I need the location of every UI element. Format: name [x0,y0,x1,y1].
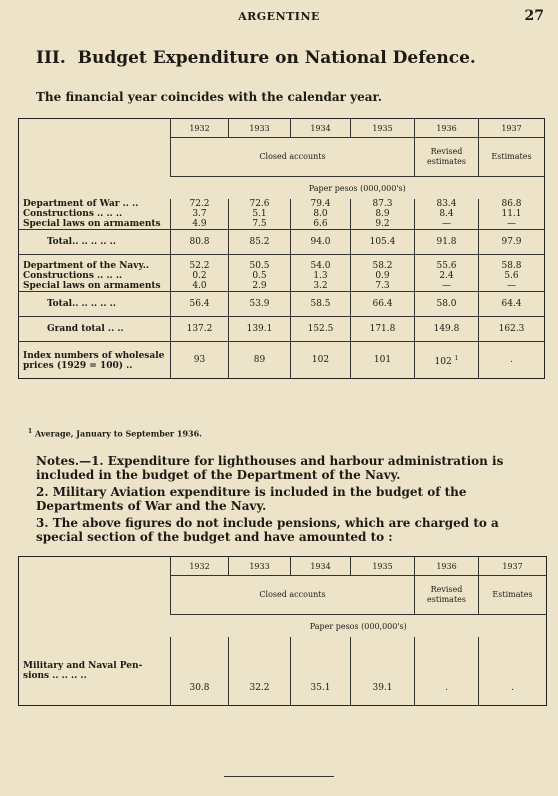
navy-values-1932: 52.2 0.2 4.0 [171,255,229,292]
navy-values-1936: 55.6 2.4 — [415,255,479,292]
war-values-1936: 83.4 8.4 — [415,199,479,230]
pensions-revised-estimates-header: Revised estimates [415,576,479,615]
year-1936: 1936 [415,119,479,138]
year-1933: 1933 [229,119,291,138]
index-numbers-label: Index numbers of wholesale prices (1929 = 100) .. [19,342,171,379]
footnote-ref: 1 [454,354,459,362]
revised-estimates-header: Revised estimates [415,138,479,177]
bottom-rule [224,776,334,777]
pensions-row: Military and Naval Pen- sions .. .. .. .. 30.8 32.2 35.1 39.1 . . [19,637,547,705]
defence-expenditure-table [18,118,545,379]
index-value-1936: 102 $^1$ [415,342,479,379]
navy-total-label: Total.. .. .. .. .. [19,292,171,317]
year-1937: 1937 [479,119,545,138]
pensions-closed-accounts-header: Closed accounts [171,576,415,615]
year-header-row [19,119,545,138]
war-values-1937: 86.8 11.1 — [479,199,545,230]
running-head: ARGENTINE [238,10,320,23]
page-number: 27 [524,8,544,24]
pensions-unit-row [19,615,547,638]
grand-total-label: Grand total .. .. [19,317,171,342]
pensions-table [18,556,547,706]
navy-values-1934: 54.0 1.3 3.2 [291,255,351,292]
navy-total-row: Total.. .. .. .. .. 56.4 53.9 58.5 66.4 58.0 64.4 [19,292,545,317]
note-3: 3. The above figures do not include pensions, which are charged to a special section of the budget and have amounted to : [36,516,499,544]
war-total-label: Total.. .. .. .. .. [19,230,171,255]
year-1935: 1935 [351,119,415,138]
index-numbers-row: Index numbers of wholesale prices (1929 = 100) .. 93 89 102 101 102 $^1$ . [19,342,545,379]
footnote-mark: 1 [28,428,33,435]
notes-section [18,454,546,547]
note-2: 2. Military Aviation expenditure is included in the budget of the Departments of War and the Navy. [36,485,467,513]
navy-labels: Department of the Navy.. Constructions .. .. .. Special laws on armaments [19,255,171,292]
navy-rows [19,255,545,292]
year-1932: 1932 [171,119,229,138]
pensions-unit-label: Paper pesos (000,000's) [171,615,547,638]
unit-label: Paper pesos (000,000's) [171,177,545,200]
war-values-1932: 72.2 3.7 4.9 [171,199,229,230]
war-labels: Department of War .. .. Constructions .. .. .. Special laws on armaments [23,199,161,229]
footnote-text: Average, January to September 1936. [34,428,202,439]
pensions-label: Military and Naval Pen- sions .. .. .. .. [23,660,143,681]
footnote [28,428,528,439]
pensions-estimates-header: Estimates [479,576,547,615]
navy-values-1937: 58.8 5.6 — [479,255,545,292]
section-title: III. Budget Expenditure on National Defence. [36,48,476,68]
intro-text: The financial year coincides with the calendar year. [36,90,382,104]
unit-row [19,177,545,200]
note-1: Notes.—1. Expenditure for lighthouses and harbour administration is included in the budget of the Department of the Navy. [36,454,504,482]
war-values-1935: 87.3 8.9 9.2 [351,199,415,230]
navy-values-1935: 58.2 0.9 7.3 [351,255,415,292]
war-total-row: Total.. .. .. .. .. 80.8 85.2 94.0 105.4 91.8 97.9 [19,230,545,255]
navy-values-1933: 50.5 0.5 2.9 [229,255,291,292]
war-rows [19,199,545,230]
grand-total-row: Grand total .. .. 137.2 139.1 152.5 171.8 149.8 162.3 [19,317,545,342]
war-values-1933: 72.6 5.1 7.5 [229,199,291,230]
pensions-year-header-row: 1932 1933 1934 1935 1936 1937 [19,557,547,576]
pensions-column-type-row [19,576,547,615]
year-1934: 1934 [291,119,351,138]
war-values-1934: 79.4 8.0 6.6 [291,199,351,230]
column-type-row [19,138,545,177]
closed-accounts-header: Closed accounts [171,138,415,177]
estimates-header: Estimates [479,138,545,177]
